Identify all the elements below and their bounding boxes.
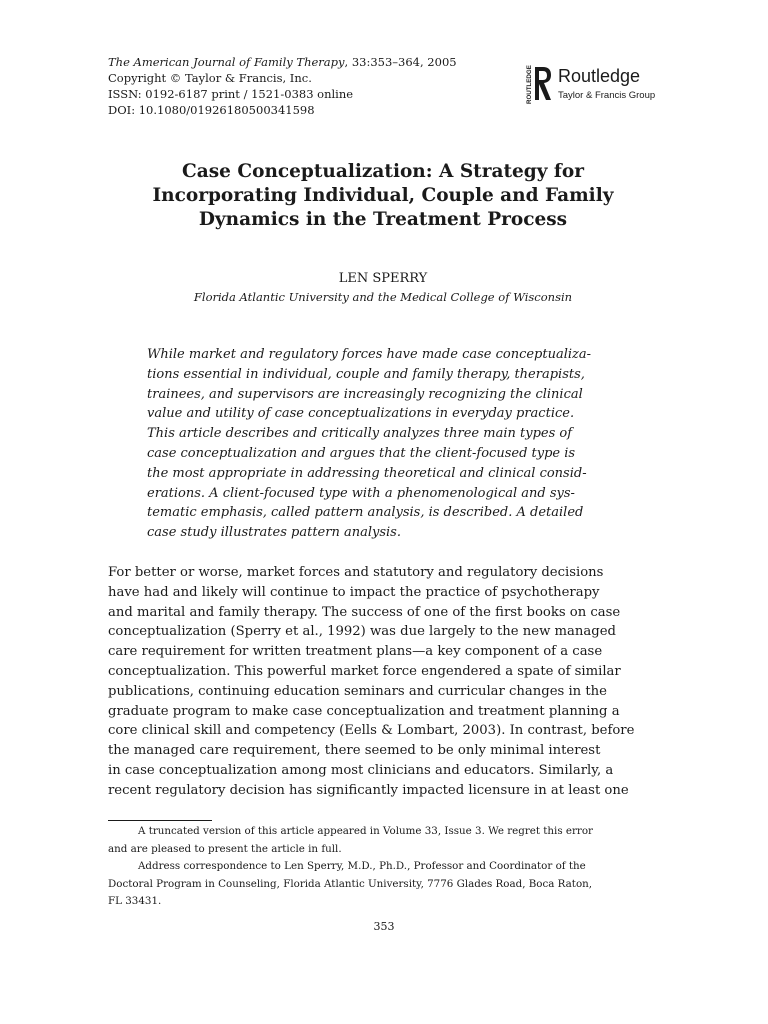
footnote-line: and are pleased to present the article in full.: [108, 842, 342, 855]
footnote-divider: [108, 820, 212, 821]
logo-side-text: ROUTLEDGE: [526, 65, 533, 104]
footnote-line: Doctoral Program in Counseling, Florida Atlantic University, 7776 Glades Road, Boca Raton,: [108, 877, 593, 890]
title-line: Dynamics in the Treatment Process: [198, 209, 568, 230]
abstract-line: erations. A client-focused type with a phenomenological and sys-: [147, 485, 575, 501]
journal-volume-pages: , 33:353–364, 2005: [344, 55, 457, 69]
abstract-line: trainees, and supervisors are increasingly recognizing the clinical: [147, 386, 583, 402]
author-name: LEN SPERRY: [338, 271, 428, 286]
body-line: care requirement for written treatment plans—a key component of a case: [108, 644, 603, 660]
body-line: conceptualization. This powerful market force engendered a spate of similar: [108, 663, 621, 679]
body-text: [108, 563, 660, 801]
footnote-line: A truncated version of this article appeared in Volume 33, Issue 3. We regret this error: [138, 825, 593, 837]
footnote-line: FL 33431.: [108, 895, 162, 908]
abstract-line: This article describes and critically analyzes three main types of: [147, 426, 573, 442]
copyright-line: Copyright © Taylor & Francis, Inc.: [108, 71, 312, 85]
doi-line: DOI: 10.1080/01926180500341598: [108, 103, 315, 117]
publisher-group: Taylor & Francis Group: [558, 90, 656, 101]
title-line: Incorporating Individual, Couple and Family: [152, 185, 614, 206]
body-line: graduate program to make case conceptualization and treatment planning a: [108, 703, 620, 719]
publisher-logo: [524, 64, 664, 104]
title-line: Case Conceptualization: A Strategy for: [182, 161, 584, 182]
body-line: in case conceptualization among most clinicians and educators. Similarly, a: [108, 762, 614, 778]
journal-title: The American Journal of Family Therapy: [108, 55, 345, 69]
body-line: conceptualization (Sperry et al., 1992) was due largely to the new managed: [108, 624, 616, 640]
abstract-line: case study illustrates pattern analysis.: [147, 525, 401, 541]
abstract-line: tions essential in individual, couple and family therapy, therapists,: [147, 366, 585, 382]
footnote-line: Address correspondence to Len Sperry, M.D., Ph.D., Professor and Coordinator of the: [138, 860, 586, 873]
body-line: and marital and family therapy. The success of one of the first books on case: [108, 604, 621, 620]
publisher-name: Routledge: [558, 66, 641, 86]
footnotes: [108, 823, 660, 911]
routledge-r-icon: [524, 64, 552, 104]
journal-header: [108, 54, 457, 118]
abstract-line: tematic emphasis, called pattern analysis, is described. A detailed: [147, 505, 584, 521]
page-number: 353: [373, 920, 395, 933]
journal-citation: [108, 54, 457, 70]
body-line: recent regulatory decision has significantly impacted licensure in at least one: [108, 782, 629, 798]
body-line: publications, continuing education seminars and curricular changes in the: [108, 683, 607, 699]
author-affiliation: Florida Atlantic University and the Medical College of Wisconsin: [193, 290, 573, 304]
abstract-line: While market and regulatory forces have made case conceptualiza-: [147, 347, 592, 362]
abstract-line: case conceptualization and argues that the client-focused type is: [147, 445, 576, 461]
issn-line: ISSN: 0192-6187 print / 1521-0383 online: [108, 87, 354, 101]
article-title: [108, 160, 658, 232]
body-line: the managed care requirement, there seemed to be only minimal interest: [108, 743, 601, 759]
body-line: For better or worse, market forces and statutory and regulatory decisions: [108, 565, 604, 580]
body-line: have had and likely will continue to impact the practice of psychotherapy: [108, 584, 600, 600]
abstract-line: the most appropriate in addressing theoretical and clinical consid-: [147, 465, 587, 481]
logo-r-shape: [535, 67, 551, 100]
abstract-line: value and utility of case conceptualizations in everyday practice.: [147, 406, 575, 422]
abstract: [147, 345, 623, 543]
body-line: core clinical skill and competency (Eells & Lombart, 2003). In contrast, before: [108, 723, 635, 739]
